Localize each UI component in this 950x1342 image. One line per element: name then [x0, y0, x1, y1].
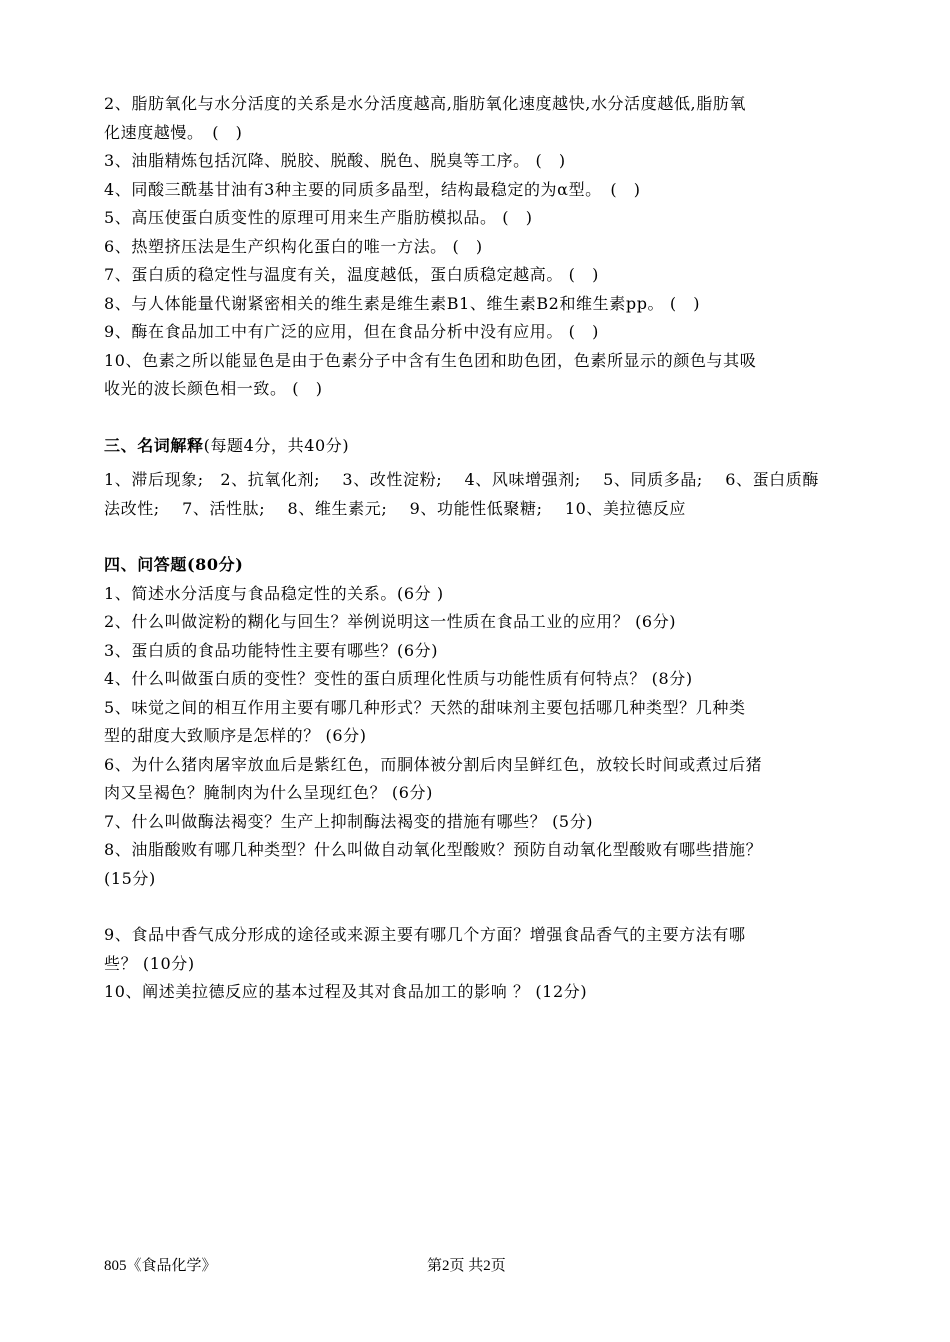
question-line: 2、什么叫做淀粉的糊化与回生？举例说明这一性质在食品工业的应用？ (6分): [104, 612, 677, 631]
terms-line: 1、滞后现象; 2、抗氧化剂; 3、改性淀粉; 4、风味增强剂; 5、同质多晶; 6、蛋白质酶: [104, 470, 819, 489]
judgement-line: 7、蛋白质的稳定性与温度有关，温度越低，蛋白质稳定越高。 ( ): [104, 265, 599, 284]
judgement-line: 收光的波长颜色相一致。 ( ): [104, 379, 323, 398]
section-heading-qa: 四、问答题(80分): [104, 555, 244, 574]
spacer: [104, 523, 856, 551]
section-title: 三、名词解释: [104, 435, 204, 455]
judgement-line: 8、与人体能量代谢紧密相关的维生素是维生素B1、维生素B2和维生素pp。 ( ): [104, 293, 701, 313]
terms-line: 法改性; 7、活性肽; 8、维生素元; 9、功能性低聚糖; 10、美拉德反应: [104, 498, 687, 518]
section-heading-terms: [104, 432, 856, 461]
spacer: [104, 404, 856, 432]
question-line: 10、阐述美拉德反应的基本过程及其对食品加工的影响 ？ (12分): [104, 982, 588, 1001]
judgement-line: 10、色素之所以能显色是由于色素分子中含有生色团和助色团，色素所显示的颜色与其吸: [104, 350, 757, 370]
judgement-line: 3、油脂精炼包括沉降、脱胶、脱酸、脱色、脱臭等工序。 ( ): [104, 151, 566, 170]
question-line: 3、蛋白质的食品功能特性主要有哪些？(6分): [104, 640, 439, 660]
judgement-section: [104, 90, 856, 404]
question-line: 1、简述水分活度与食品稳定性的关系。(6分 ): [104, 583, 444, 603]
judgement-line: 4、同酸三酰基甘油有3种主要的同质多晶型，结构最稳定的为α型。 ( ): [104, 179, 641, 199]
footer-course: 805《食品化学》: [104, 1258, 217, 1274]
footer-page-number: 第2页 共2页: [427, 1258, 506, 1274]
question-line: 型的甜度大致顺序是怎样的？ (6分): [104, 726, 367, 745]
question-line: 些？ (10分): [104, 953, 195, 973]
terms-section: [104, 432, 856, 524]
question-line: 7、什么叫做酶法褐变？生产上抑制酶法褐变的措施有哪些？ (5分): [104, 811, 594, 831]
judgement-line: 6、热塑挤压法是生产织构化蛋白的唯一方法。 ( ): [104, 236, 483, 256]
question-line: 8、油脂酸败有哪几种类型？什么叫做自动氧化型酸败？预防自动氧化型酸败有哪些措施？: [104, 840, 763, 859]
judgement-line: 9、酶在食品加工中有广泛的应用，但在食品分析中没有应用。 ( ): [104, 322, 599, 341]
question-line: 6、为什么猪肉屠宰放血后是紫红色，而胴体被分割后肉呈鲜红色，放较长时间或煮过后猪: [104, 754, 763, 774]
judgement-line: 5、高压使蛋白质变性的原理可用来生产脂肪模拟品。 ( ): [104, 208, 533, 227]
question-line: 4、什么叫做蛋白质的变性？变性的蛋白质理化性质与功能性质有何特点？ (8分): [104, 669, 693, 688]
question-line: 肉又呈褐色？腌制肉为什么呈现红色？ (6分): [104, 783, 433, 802]
question-line: (15分): [104, 868, 156, 888]
spacer: [104, 893, 856, 921]
qa-section: [104, 551, 856, 1007]
judgement-line: 2、脂肪氧化与水分活度的关系是水分活度越高,脂肪氧化速度越快,水分活度越低,脂肪氧: [104, 94, 747, 113]
judgement-line: 化速度越慢。 ( ): [104, 122, 243, 142]
question-line: 5、味觉之间的相互作用主要有哪几种形式？天然的甜味剂主要包括哪几种类型？几种类: [104, 697, 746, 717]
exam-page: [104, 90, 856, 1007]
section-subtitle: (每题4分，共40分): [203, 435, 350, 455]
question-line: 9、食品中香气成分形成的途径或来源主要有哪几个方面？增强食品香气的主要方法有哪: [104, 925, 746, 944]
